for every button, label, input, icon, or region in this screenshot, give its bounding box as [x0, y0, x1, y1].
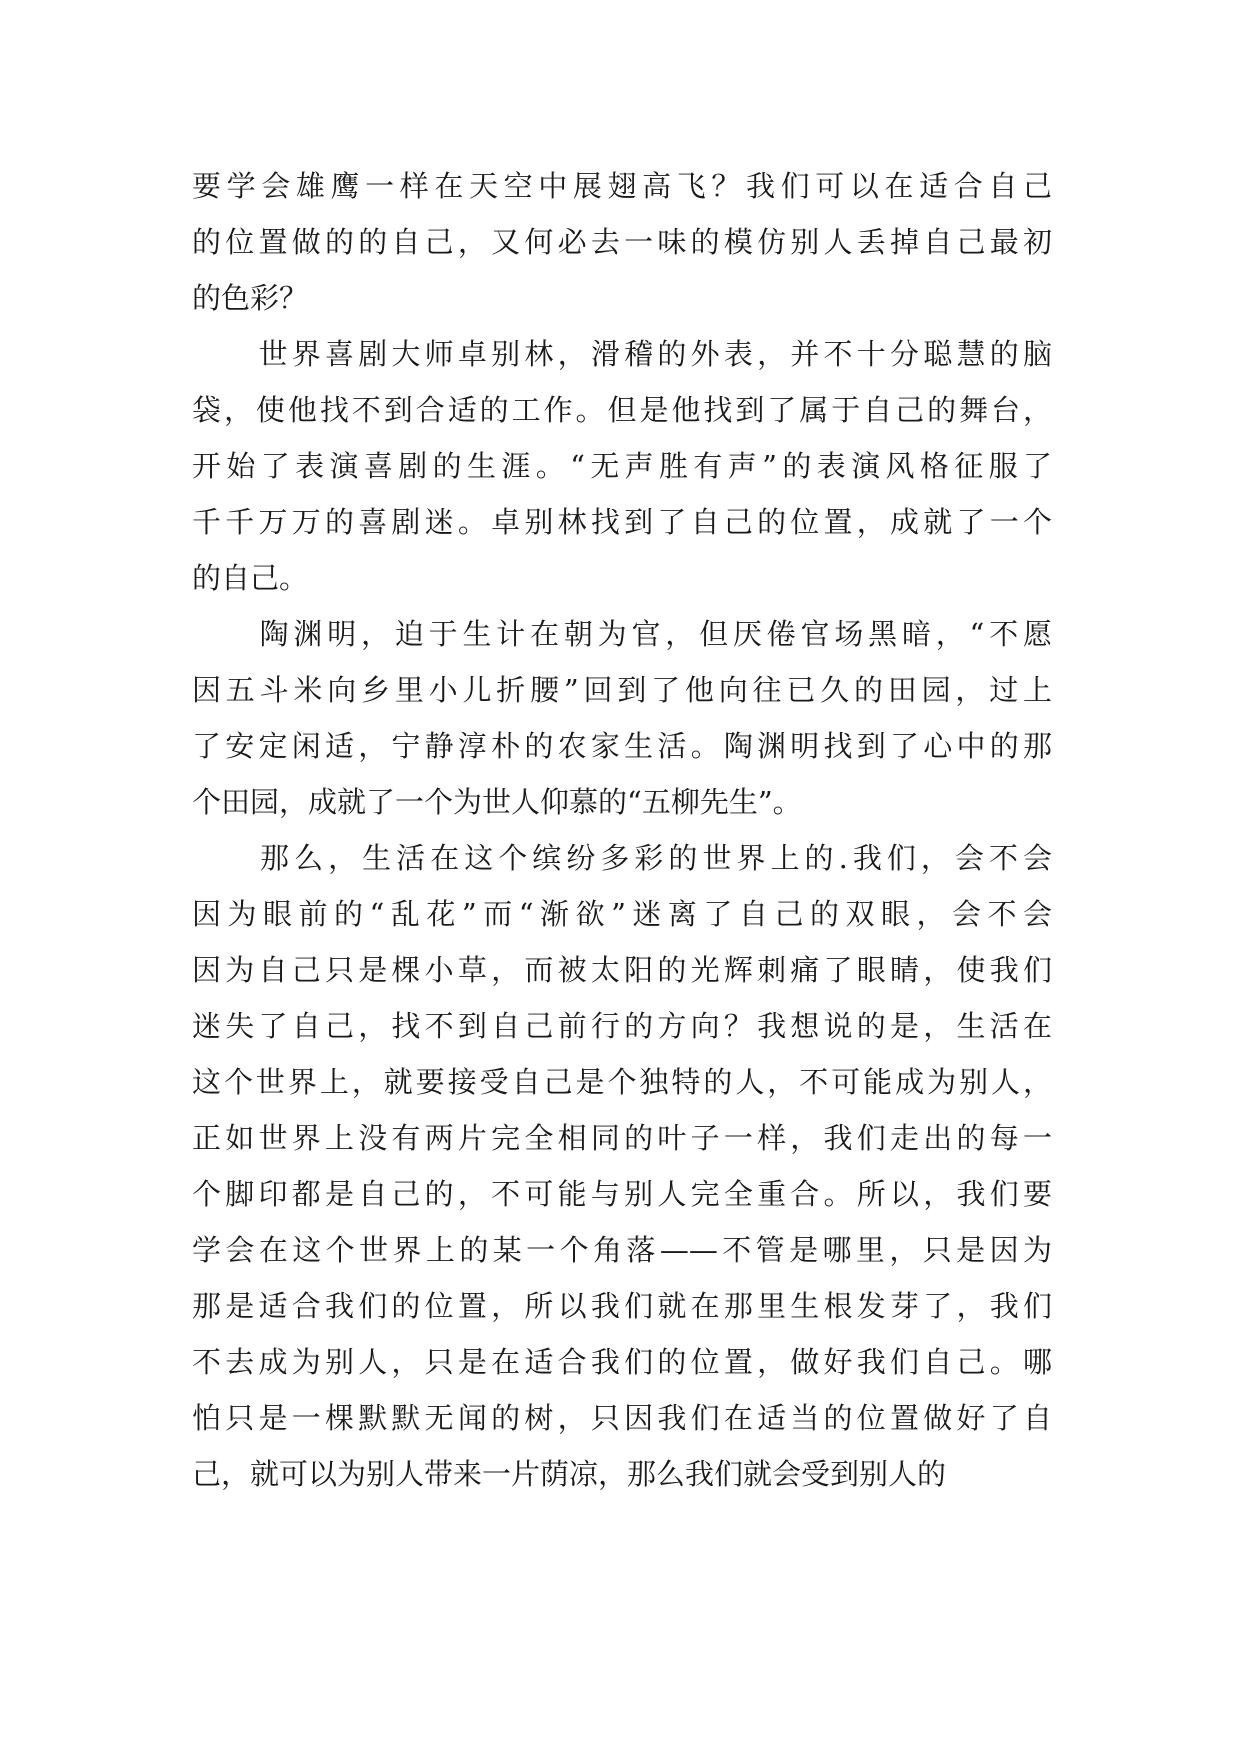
- text-line: 世界喜剧大师卓别林，滑稽的外表，并不十分聪慧的脑: [192, 337, 1052, 371]
- text-line: 学会在这个世界上的某一个角落——不管是哪里，只是因为: [192, 1233, 1052, 1267]
- text-line: 了安定闲适，宁静淳朴的农家生活。陶渊明找到了心中的那: [192, 729, 1052, 763]
- text-line: 千千万万的喜剧迷。卓别林找到了自己的位置，成就了一个: [192, 505, 1052, 539]
- text-line: 这个世界上，就要接受自己是个独特的人，不可能成为别人，: [192, 1065, 1052, 1099]
- paragraph: [192, 326, 1052, 606]
- text-line: 个脚印都是自己的，不可能与别人完全重合。所以，我们要: [192, 1177, 1052, 1211]
- text-line: 迷失了自己，找不到自己前行的方向？我想说的是，生活在: [192, 1009, 1052, 1043]
- document-body: [192, 158, 1052, 1502]
- text-line: 要学会雄鹰一样在天空中展翅高飞？我们可以在适合自己: [192, 169, 1052, 203]
- text-line: 陶渊明，迫于生计在朝为官，但厌倦官场黑暗，“不愿: [192, 617, 1052, 651]
- text-line: 个田园，成就了一个为世人仰慕的“五柳先生”。: [192, 785, 802, 819]
- text-line: 的色彩？: [192, 281, 309, 315]
- text-line: 己，就可以为别人带来一片荫凉，那么我们就会受到别人的: [192, 1457, 947, 1491]
- paragraph: [192, 830, 1052, 1502]
- text-line: 不去成为别人，只是在适合我们的位置，做好我们自己。哪: [192, 1345, 1052, 1379]
- text-line: 那么，生活在这个缤纷多彩的世界上的.我们，会不会: [192, 841, 1052, 875]
- text-line: 那是适合我们的位置，所以我们就在那里生根发芽了，我们: [192, 1289, 1052, 1323]
- text-line: 因为自己只是棵小草，而被太阳的光辉刺痛了眼睛，使我们: [192, 953, 1052, 987]
- text-line: 开始了表演喜剧的生涯。“无声胜有声”的表演风格征服了: [192, 449, 1052, 483]
- text-line: 正如世界上没有两片完全相同的叶子一样，我们走出的每一: [192, 1121, 1052, 1155]
- text-line: 的自己。: [192, 561, 309, 595]
- paragraph: [192, 606, 1052, 830]
- text-line: 因五斗米向乡里小儿折腰”回到了他向往已久的田园，过上: [192, 673, 1052, 707]
- text-line: 袋，使他找不到合适的工作。但是他找到了属于自己的舞台，: [192, 393, 1052, 427]
- text-line: 因为眼前的“乱花”而“渐欲”迷离了自己的双眼，会不会: [192, 897, 1052, 931]
- paragraph: [192, 158, 1052, 326]
- text-line: 的位置做的的自己，又何必去一味的模仿别人丢掉自己最初: [192, 225, 1052, 259]
- text-line: 怕只是一棵默默无闻的树，只因我们在适当的位置做好了自: [192, 1401, 1052, 1435]
